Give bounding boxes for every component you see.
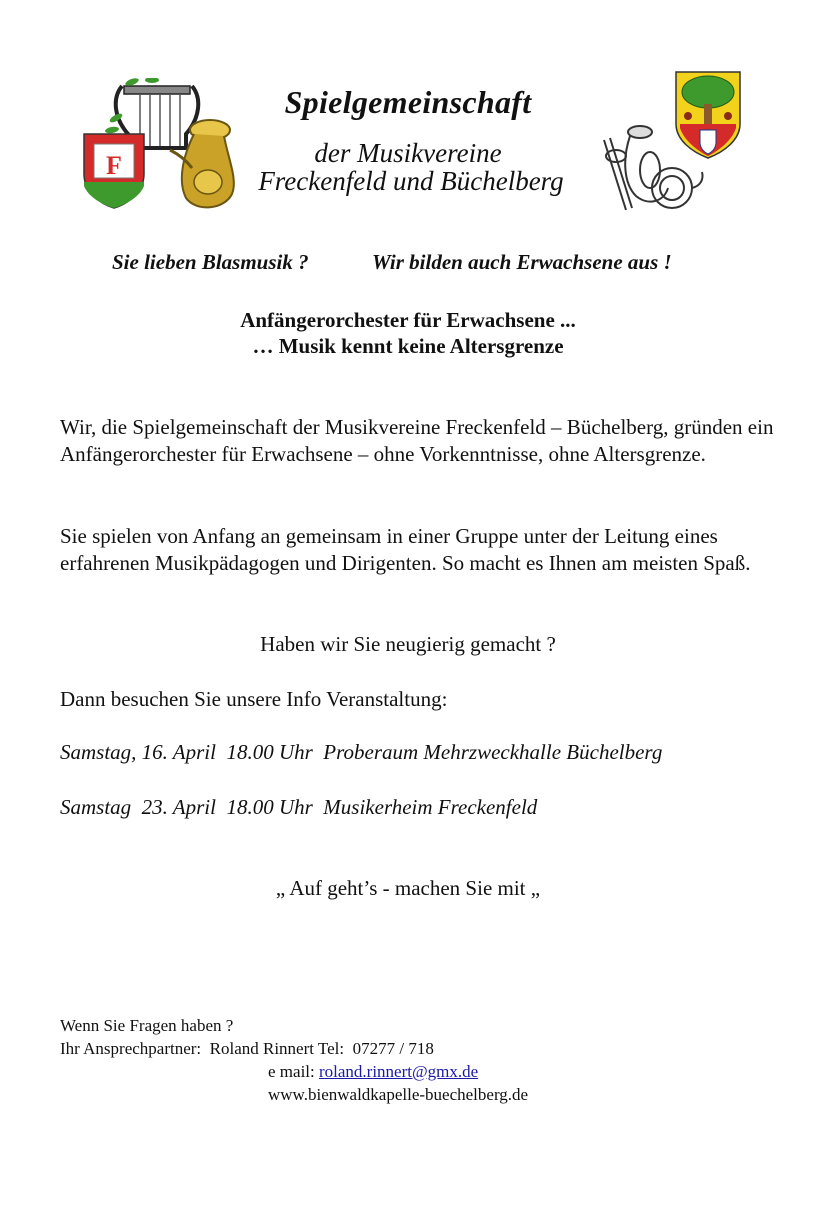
invite-line: Dann besuchen Sie unsere Info Veranstaltung: xyxy=(60,687,448,711)
page-title: Spielgemeinschaft xyxy=(284,84,532,120)
question-line: Haben wir Sie neugierig gemacht ? xyxy=(260,632,556,656)
svg-text:F: F xyxy=(106,151,122,180)
email-label: e mail: xyxy=(268,1062,319,1081)
headline-line-2: … Musik kennt keine Altersgrenze xyxy=(252,334,564,358)
right-logo-group xyxy=(596,70,746,216)
left-logo-group xyxy=(82,78,242,212)
subtitle-line-2: Freckenfeld und Büchelberg xyxy=(258,166,564,196)
event-line-2: Samstag 23. April 18.00 Uhr Musikerheim Freckenfeld xyxy=(60,795,538,819)
contact-email-line xyxy=(268,1060,478,1083)
tagline-left: Sie lieben Blasmusik ? xyxy=(112,250,309,274)
tagline-right: Wir bilden auch Erwachsene aus ! xyxy=(372,250,672,274)
freckenfeld-emblem-icon xyxy=(84,134,144,208)
contact-person: Ihr Ansprechpartner: Roland Rinnert Tel: 07277 / 718 xyxy=(60,1039,434,1058)
email-link[interactable]: roland.rinnert@gmx.de xyxy=(318,1062,479,1081)
headline-line-1: Anfängerorchester für Erwachsene ... xyxy=(240,308,576,332)
event-line-1: Samstag, 16. April 18.00 Uhr Proberaum Mehrzweckhalle Büchelberg xyxy=(60,740,663,764)
buechelberg-emblem-icon xyxy=(676,72,740,158)
website-text: www.bienwaldkapelle-buechelberg.de xyxy=(268,1085,529,1104)
subtitle-line-1: der Musikvereine xyxy=(314,138,502,168)
body-paragraph-1: Wir, die Spielgemeinschaft der Musikvereine Freckenfeld – Büchelberg, gründen ein Anfängerorchester für Erwachsene – ohne Vorkenntnisse, ohne Altersgrenze. xyxy=(60,415,774,466)
slogan: „ Auf geht’s - machen Sie mit „ xyxy=(275,876,541,900)
body-paragraph-2: Sie spielen von Anfang an gemeinsam in einer Gruppe unter der Leitung eines erfahrenen Musikpädagogen und Dirigenten. So macht es Ihnen am meisten Spaß. xyxy=(60,524,751,575)
contact-question: Wenn Sie Fragen haben ? xyxy=(60,1016,234,1035)
